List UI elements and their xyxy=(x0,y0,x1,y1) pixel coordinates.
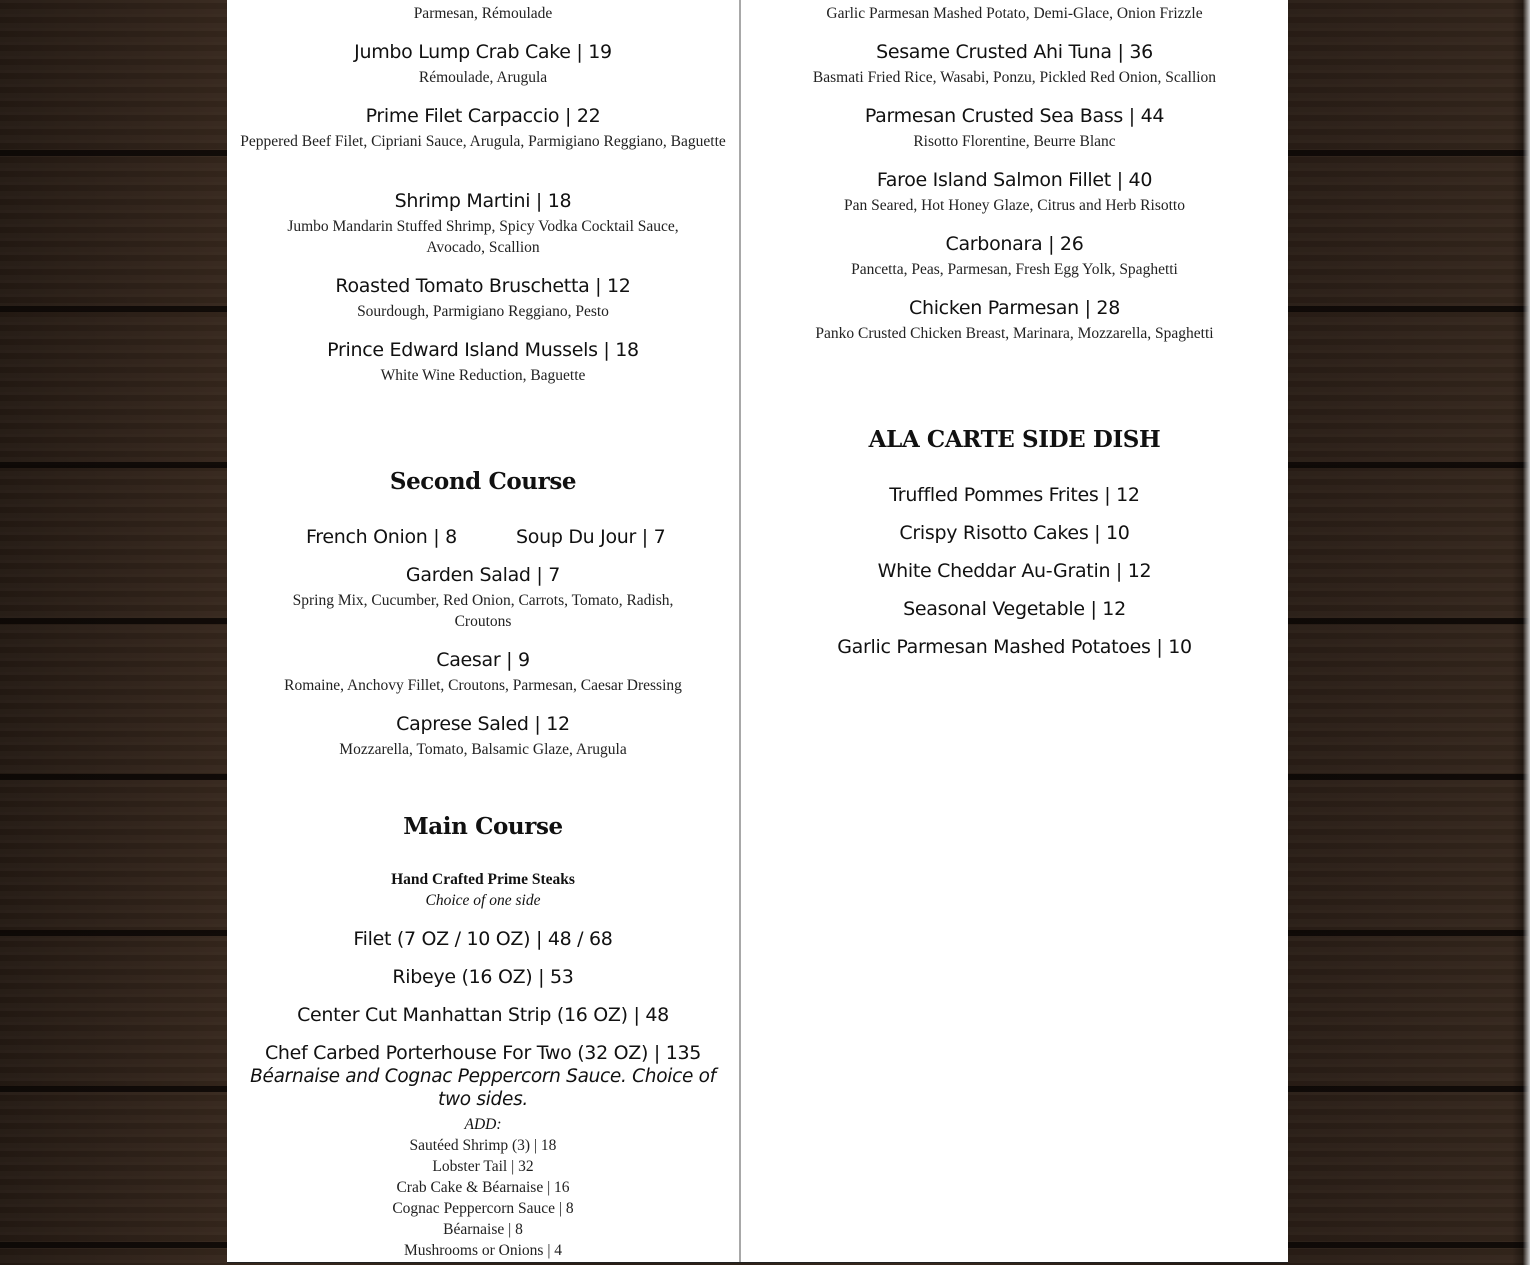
addon-item: Crab Cake & Béarnaise | 16 xyxy=(396,1179,570,1196)
subheading-prime-steaks: Hand Crafted Prime Steaks xyxy=(391,871,575,888)
section-heading-side-dish: ALA CARTE SIDE DISH xyxy=(868,426,1161,453)
menu-item-title: Ribeye (16 OZ) | 53 xyxy=(392,966,574,988)
menu-item-title: Prince Edward Island Mussels | 18 xyxy=(327,339,639,361)
addon-item: Cognac Peppercorn Sauce | 8 xyxy=(392,1200,574,1217)
add-label: ADD: xyxy=(464,1116,502,1133)
item-description: Parmesan, Rémoulade xyxy=(413,5,553,22)
item-description: Basmati Fried Rice, Wasabi, Ponzu, Pickled Red Onion, Scallion xyxy=(812,69,1217,86)
item-description: Peppered Beef Filet, Cipriani Sauce, Arugula, Parmigiano Reggiano, Baguette xyxy=(240,133,726,150)
side-dish-item: Seasonal Vegetable | 12 xyxy=(903,598,1126,620)
menu-item-title: Prime Filet Carpaccio | 22 xyxy=(365,105,601,127)
menu-item-title: Chef Carbed Porterhouse For Two (32 OZ) | 135 xyxy=(264,1042,702,1064)
menu-item-title: Carbonara | 26 xyxy=(945,233,1084,255)
menu-item-title: Soup Du Jour | 7 xyxy=(516,526,666,548)
menu-item-title: French Onion | 8 xyxy=(306,526,457,548)
menu-item-title: Chicken Parmesan | 28 xyxy=(909,297,1120,319)
menu-item-title: Caprese Saled | 12 xyxy=(396,713,570,735)
wood-background-edge xyxy=(1512,0,1530,1265)
menu-sheet xyxy=(227,0,1288,1263)
item-description: Pan Seared, Hot Honey Glaze, Citrus and Herb Risotto xyxy=(844,197,1185,214)
item-description: Risotto Florentine, Beurre Blanc xyxy=(913,133,1116,150)
item-description: Jumbo Mandarin Stuffed Shrimp, Spicy Vodka Cocktail Sauce, Avocado, Scallion xyxy=(287,218,679,256)
section-heading-main-course: Main Course xyxy=(403,813,563,840)
menu-item-title: Caesar | 9 xyxy=(436,649,530,671)
item-description: Pancetta, Peas, Parmesan, Fresh Egg Yolk, Spaghetti xyxy=(851,261,1178,278)
item-description: White Wine Reduction, Baguette xyxy=(380,367,586,384)
menu-item-title: Shrimp Martini | 18 xyxy=(394,190,572,212)
addon-item: Sautéed Shrimp (3) | 18 xyxy=(409,1137,557,1154)
subheading-note: Choice of one side xyxy=(425,892,541,909)
section-heading-second-course: Second Course xyxy=(389,468,577,495)
porterhouse-note: Béarnaise and Cognac Peppercorn Sauce. Choice of two sides. xyxy=(250,1066,716,1110)
side-dish-item: Garlic Parmesan Mashed Potatoes | 10 xyxy=(837,636,1192,658)
item-description: Spring Mix, Cucumber, Red Onion, Carrots, Tomato, Radish, Croutons xyxy=(292,592,674,630)
side-dish-item: Truffled Pommes Frites | 12 xyxy=(889,484,1140,506)
addon-item: Lobster Tail | 32 xyxy=(432,1158,534,1175)
item-description: Mozzarella, Tomato, Balsamic Glaze, Arugula xyxy=(339,741,627,758)
side-dish-item: White Cheddar Au-Gratin | 12 xyxy=(877,560,1152,582)
side-dish-item: Crispy Risotto Cakes | 10 xyxy=(899,522,1130,544)
addon-item: Mushrooms or Onions | 4 xyxy=(403,1242,563,1259)
item-description: Romaine, Anchovy Fillet, Croutons, Parmesan, Caesar Dressing xyxy=(284,677,682,694)
menu-item-title: Jumbo Lump Crab Cake | 19 xyxy=(354,41,612,63)
menu-item-title: Sesame Crusted Ahi Tuna | 36 xyxy=(876,41,1153,63)
menu-item-title: Center Cut Manhattan Strip (16 OZ) | 48 xyxy=(297,1004,669,1026)
menu-item-title: Filet (7 OZ / 10 OZ) | 48 / 68 xyxy=(353,928,613,950)
menu-item-title: Parmesan Crusted Sea Bass | 44 xyxy=(864,105,1165,127)
item-description: Panko Crusted Chicken Breast, Marinara, Mozzarella, Spaghetti xyxy=(815,325,1214,342)
item-description: Rémoulade, Arugula xyxy=(418,69,548,86)
menu-item-title: Roasted Tomato Bruschetta | 12 xyxy=(335,275,631,297)
addon-item: Béarnaise | 8 xyxy=(443,1221,523,1238)
menu-item-title: Faroe Island Salmon Fillet | 40 xyxy=(876,169,1153,191)
item-description: Sourdough, Parmigiano Reggiano, Pesto xyxy=(357,303,609,320)
item-description: Garlic Parmesan Mashed Potato, Demi-Glace, Onion Frizzle xyxy=(826,5,1203,22)
menu-item-title: Garden Salad | 7 xyxy=(405,564,561,586)
